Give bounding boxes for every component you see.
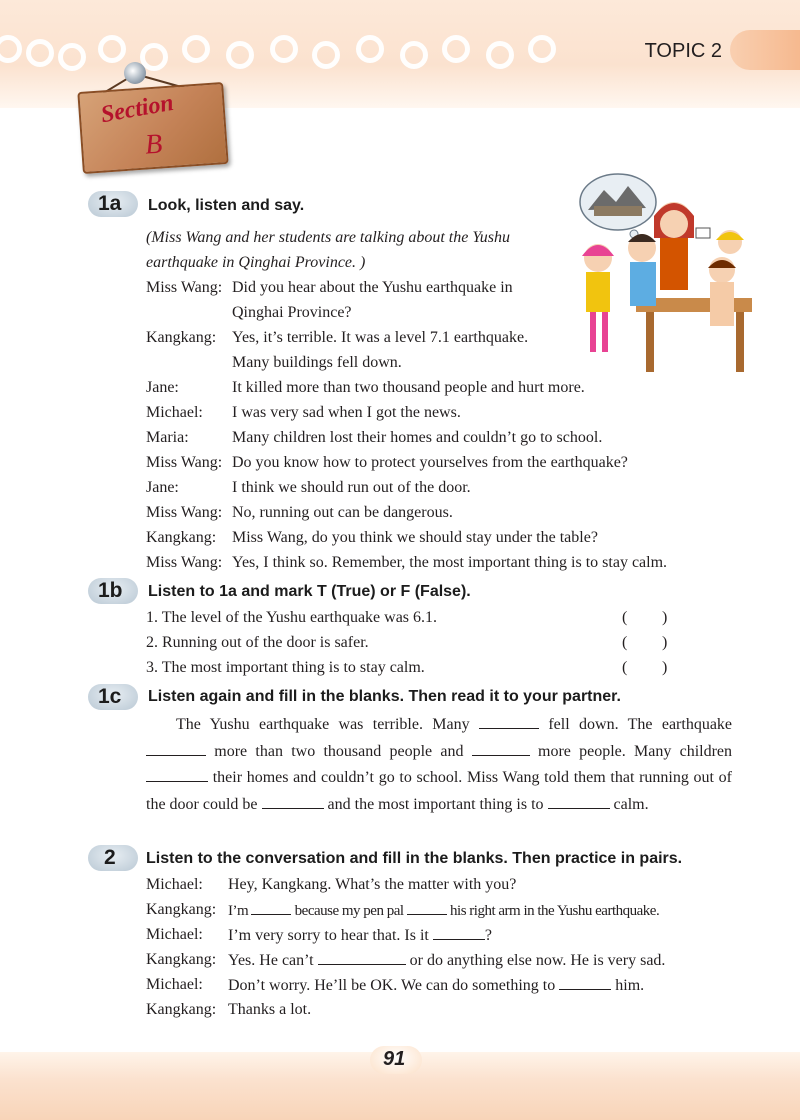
classroom-illustration [576,168,752,376]
answer-blank[interactable] [472,742,530,756]
statement-item: 2. Running out of the door is safer. [146,634,369,651]
speaker-label: Maria: [146,429,189,446]
section-sign [77,82,228,174]
speaker-label: Kangkang: [146,951,217,968]
section-1a-heading: Look, listen and say. [148,197,305,214]
speaker-label: Miss Wang: [146,504,223,521]
dialogue-line: Many children lost their homes and couldn’t go to school. [232,429,603,446]
dialogue-line: I was very sad when I got the news. [232,404,461,421]
section-letter: B [144,128,164,161]
answer-blank[interactable] [318,951,406,965]
dialogue-line: Yes, it’s terrible. It was a level 7.1 earthquake. [232,329,529,346]
section-1c-label: 1c [98,685,122,708]
speaker-label: Miss Wang: [146,279,223,296]
speaker-label: Miss Wang: [146,454,223,471]
circle-decoration [400,41,428,69]
circle-decoration [442,35,470,63]
section-1b-label: 1b [98,579,123,602]
answer-blank[interactable] [146,742,206,756]
answer-paren-open: ( [622,609,628,626]
speaker-label: Jane: [146,379,179,396]
circle-decoration [270,35,298,63]
dialogue-line: Miss Wang, do you think we should stay under the table? [232,529,598,546]
page-number: 91 [383,1048,406,1070]
dialogue-intro: (Miss Wang and her students are talking about the Yushu [146,229,511,246]
speaker-label: Michael: [146,926,203,943]
answer-paren-close: ) [662,634,668,651]
topic-label: TOPIC 2 [644,40,722,62]
speaker-label: Jane: [146,479,179,496]
dialogue-line: Qinghai Province? [232,304,352,321]
circle-decoration [312,41,340,69]
section-1b-heading: Listen to 1a and mark T (True) or F (False). [148,583,471,600]
dialogue-line: I’m because my pen pal his right arm in the Yushu earthquake. [228,903,660,919]
circle-decoration [356,35,384,63]
dialogue-line: It killed more than two thousand people and hurt more. [232,379,585,396]
answer-blank[interactable] [251,901,291,915]
speaker-label: Kangkang: [146,1001,217,1018]
answer-blank[interactable] [479,715,539,729]
circle-decoration [528,35,556,63]
answer-paren-close: ) [662,609,668,626]
fill-in-paragraph: The Yushu earthquake was terrible. Many fell down. The earthquake more than two thousand people and more people. Many children their homes and couldn’t go to school. Miss Wang told them that running out of the door could be and the most important thing is to calm. [146,716,733,813]
section-word: Section [98,89,176,129]
section-1a-label: 1a [98,192,122,215]
statement-item: 3. The most important thing is to stay calm. [146,659,425,676]
answer-blank[interactable] [407,901,447,915]
dialogue-line: Many buildings fell down. [232,354,402,371]
speaker-label: Kangkang: [146,901,217,918]
dialogue-intro: earthquake in Qinghai Province. ) [146,254,366,271]
answer-blank[interactable] [548,795,610,809]
dialogue-line: Did you hear about the Yushu earthquake in [232,279,513,296]
dialogue-line: Thanks a lot. [228,1001,312,1018]
dialogue-line: I think we should run out of the door. [232,479,471,496]
speaker-label: Michael: [146,976,203,993]
section-2-heading: Listen to the conversation and fill in the blanks. Then practice in pairs. [146,850,683,867]
speaker-label: Miss Wang: [146,554,223,571]
dialogue-line: Don’t worry. He’ll be OK. We can do something to him. [228,977,645,994]
speaker-label: Kangkang: [146,529,217,546]
answer-blank[interactable] [146,768,208,782]
section-1c-heading: Listen again and fill in the blanks. Then read it to your partner. [148,688,621,705]
dialogue-line: No, running out can be dangerous. [232,504,453,521]
speaker-label: Kangkang: [146,329,217,346]
dialogue-line: Hey, Kangkang. What’s the matter with you? [228,876,517,893]
dialogue-line: Yes, I think so. Remember, the most important thing is to stay calm. [232,554,668,571]
answer-paren-open: ( [622,634,628,651]
sign-hook-icon [124,62,146,84]
topic-tab-decoration [730,30,800,70]
speaker-label: Michael: [146,876,203,893]
speaker-label: Michael: [146,404,203,421]
answer-paren-close: ) [662,659,668,676]
answer-paren-open: ( [622,659,628,676]
answer-blank[interactable] [433,926,485,940]
dialogue-line: Yes. He can’t or do anything else now. He is very sad. [228,952,666,969]
answer-blank[interactable] [262,795,324,809]
statement-item: 1. The level of the Yushu earthquake was 6.1. [146,609,438,626]
circle-decoration [486,41,514,69]
dialogue-line: I’m very sorry to hear that. Is it ? [228,927,492,944]
answer-blank[interactable] [559,976,611,990]
dialogue-line: Do you know how to protect yourselves from the earthquake? [232,454,628,471]
section-2-label: 2 [104,846,116,869]
